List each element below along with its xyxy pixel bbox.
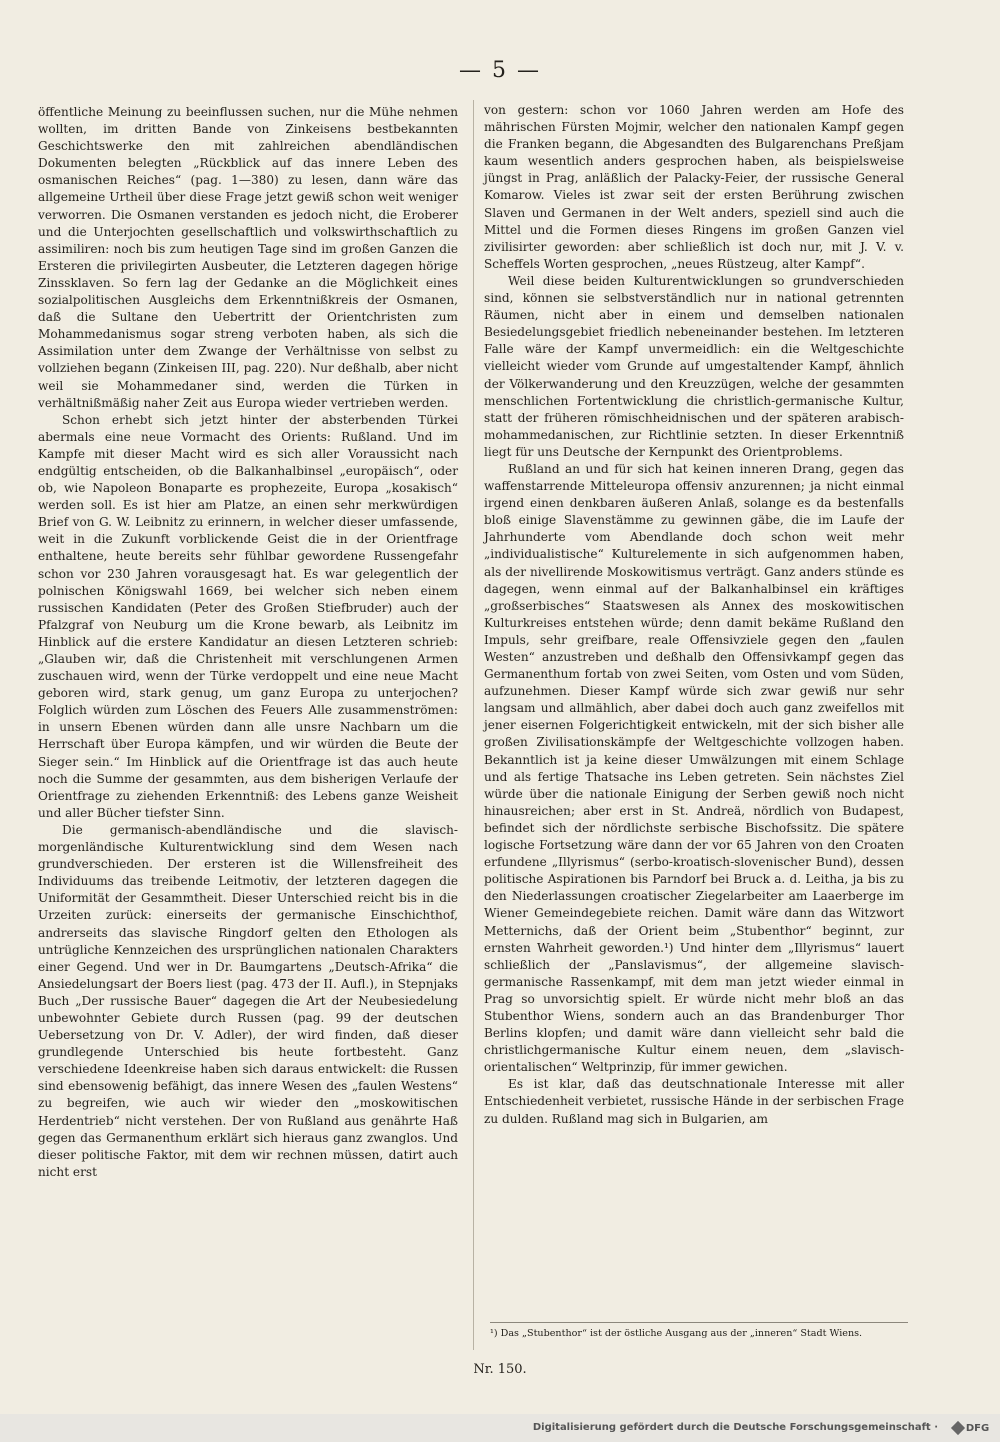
paragraph: Rußland an und für sich hat keinen inneren Drang, gegen das waffenstarrende Mitteleuropa offensiv anzurennen; ja nicht einmal irgend einen denkbaren äußeren Anlaß, solange es da bestenfalls bloß einige Slavenstämme zu gewinnen gäbe, die im Laufe der Jahrhunderte vom Abendlande doch schon weit mehr „individualistische“ Kulturelemente in sich aufgenommen haben, als der nivellirende Moskowitismus verträgt. Ganz anders stünde es dagegen, wenn einmal auf der Balkanhalbinsel ein kräftiges „großserbisches“ Staatswesen als Annex des moskowitischen Kulturkreises entstehen würde; denn damit bekäme Rußland den Impuls, sehr greifbare, reale Offensivziele gegen den „faulen Westen“ anzustreben und deßhalb den Offensivkampf gegen das Germanenthum fortab von zwei Seiten, vom Osten und vom Süden, aufzunehmen. Dieser Kampf würde sich zwar gewiß nur sehr langsam und allmählich, aber dabei doch auch ganz zweifellos mit jener eisernen Folgerichtigkeit entwickeln, mit der sich bisher alle großen Zivilisationskämpfe der Weltgeschichte vollzogen haben. Bekanntlich ist ja keine dieser Umwälzungen mit einem Schlage und als fertige Thatsache ins Leben getreten. Sein nächstes Ziel würde über die nationale Einigung der Serben gewiß noch nicht hinausreichen; aber erst in St. Andreä, nördlich von Budapest, befindet sich der nördlichste serbische Bischofssitz. Die spätere logische Fortsetzung wäre dann der vor 65 Jahren von den Croaten erfundene „Illyrismus“ (serbo-kroatisch-slovenischer Bund), dessen politische Aspirationen bis Parndorf bei Bruck a. d. Leitha, ja bis zu den Niederlassungen croatischer Ziegelarbeiter am Laaerberge im Wiener Gemeindegebiete reichen. Damit wäre dann das Witzwort Metternichs, daß der Orient beim „Stubenthor“ beginnt, zur ernsten Wahrheit geworden.¹) Und hinter dem „Illyrismus“ lauert schließlich der „Panslavismus“, der allgemeine slavisch-germanische Rassenkampf, mit dem man jetzt wieder einmal in Prag so unvorsichtig spielt. Er würde nicht mehr bloß an das Stubenthor Wiens, sondern auch an das Brandenburger Thor Berlins klopfen; und damit wäre dann vielleicht sehr bald die christlichgermanische Kultur einem neuen, dem „slavisch-orientalischen“ Weltprinzip, für immer gewichen. [484, 461, 904, 1075]
footnote: ¹) Das „Stubenthor“ ist der östliche Ausgang aus der „inneren“ Stadt Wiens. [490, 1328, 863, 1339]
paragraph: Die germanisch-abendländische und die slavisch-morgenländische Kulturentwicklung sind dem Wesen nach grundverschieden. Der ersteren ist die Willensfreiheit des Individuums das treibende Leitmotiv, der letzteren dagegen die Uniformität der Gesammtheit. Dieser Unterschied reicht bis in die Urzeiten zurück: einerseits der germanische Einschichthof, andrerseits das slavische Ringdorf gelten den Ethologen als untrügliche Kennzeichen des ursprünglichen nationalen Charakters einer Gegend. Und wer in Dr. Baumgartens „Deutsch-Afrika“ die Ansiedelungsart der Boers liest (pag. 473 der II. Aufl.), in Stepnjaks Buch „Der russische Bauer“ dagegen die Art der Neubesiedelung unbewohnter Gebiete durch Russen (pag. 99 der deutschen Uebersetzung von Dr. V. Adler), der wird finden, daß dieser grundlegende Unterschied bis heute fortbesteht. Ganz verschiedene Ideenkreise haben sich daraus entwickelt: die Russen sind ebensowenig befähigt, das innere Wesen des „faulen Westens“ zu begreifen, wie auch wir wieder den „moskowitischen Herdentrieb“ nicht verstehen. Der von Rußland aus genährte Haß gegen das Germanenthum erklärt sich hieraus ganz zwanglos. Und dieser politische Faktor, mit dem wir rechnen müssen, datirt auch nicht erst [38, 822, 458, 1179]
dfg-mark-icon [951, 1421, 965, 1435]
dfg-logo[interactable] [950, 1418, 992, 1438]
left-column [38, 104, 458, 1181]
credit-text: Digitalisierung gefördert durch die Deutsche Forschungsgemeinschaft · [532, 1422, 938, 1433]
paragraph: öffentliche Meinung zu beeinflussen suchen, nur die Mühe nehmen wollten, im dritten Bande von Zinkeisens bestbekannten Geschichtswerke den mit zahlreichen abendländischen Dokumenten belegten „Rückblick auf das innere Leben des osmanischen Reiches“ (pag. 1—380) zu lesen, dann wäre das allgemeine Urtheil über diese Frage jetzt gewiß schon weit weniger verworren. Die Osmanen verstanden es jedoch nicht, die Eroberer und die Unterjochten gesellschaftlich und volkswirthschaftlich zu assimiliren: noch bis zum heutigen Tage sind im großen Ganzen die Ersteren die privilegirten Ausbeuter, die Letzteren dagegen hörige Zinssklaven. So fern lag der Gedanke an die Möglichkeit eines sozialpolitischen Ausgleichs dem Erkenntnißkreis der Osmanen, daß die Sultane den Uebertritt der Orientchristen zum Mohammedanismus sogar streng verboten haben, als sich die Assimilation unter dem Zwange der Verhältnisse von selbst zu vollziehen begann (Zinkeisen III, pag. 220). Nur deßhalb, aber nicht weil sie Mohammedaner sind, werden die Türken in verhältnißmäßig naher Zeit aus Europa wieder vertrieben werden. [38, 105, 458, 410]
paragraph: Schon erhebt sich jetzt hinter der absterbenden Türkei abermals eine neue Vormacht des Orients: Rußland. Und im Kampfe mit dieser Macht wird es sich aller Voraussicht nach endgültig entscheiden, ob die Balkanhalbinsel „europäisch“, oder ob, wie Napoleon Bonaparte es prophezeite, Europa „kosakisch“ werden soll. Es ist hier am Platze, an einen sehr merkwürdigen Brief von G. W. Leibnitz zu erinnern, in welcher dieser umfassende, weit in die Zukunft vorblickende Geist die in der Orientfrage enthaltene, heute bereits sehr fühlbar gewordene Russengefahr schon vor 230 Jahren vorausgesagt hat. Es war gelegentlich der polnischen Königswahl 1669, bei welcher sich neben einem russischen Kandidaten (Peter des Großen Stiefbruder) auch der Pfalzgraf von Neuburg um die Krone bewarb, als Leibnitz im Hinblick auf die erstere Kandidatur an diesen Letzteren schrieb: „Glauben wir, daß die Christenheit mit verschlungenen Armen zuschauen wird, wenn der Türke verdoppelt und eine neue Macht geboren wird, stark genug, um ganz Europa zu unterjochen? Folglich würden zum Löschen des Feuers Alle zusammenströmen: in unsern Ebenen würden dann alle unsre Nachbarn um die Herrschaft über Europa kämpfen, und wir würden die Beute der Sieger sein.“ Im Hinblick auf die Orientfrage ist das auch heute noch die Summe der gesammten, aus dem bisherigen Verlaufe der Orientfrage zu ziehenden Erkenntniß: des Lebens ganze Weisheit und aller Bücher tiefster Sinn. [38, 412, 458, 820]
page-number: — 5 — [459, 58, 541, 83]
issue-number: Nr. 150. [473, 1362, 527, 1377]
footnote-divider [490, 1322, 908, 1323]
digitization-credit-bar [0, 1414, 1000, 1442]
paragraph: Weil diese beiden Kulturentwicklungen so grundverschieden sind, können sie selbstverständlich nur in national getrennten Räumen, nicht aber in einem und demselben nationalen Besiedelungsgebiet friedlich nebeneinander bestehen. Im letzteren Falle wäre der Kampf unvermeidlich: ein die Weltgeschichte vielleicht wieder vom Grunde auf umgestaltender Kampf, ähnlich der Völkerwanderung und den Kreuzzügen, welche der gesammten menschlichen Fortentwicklung die christlich-germanische Kultur, statt der früheren römischheidnischen und der späteren arabisch-mohammedanischen, zur Richtlinie setzten. In dieser Erkenntniß liegt für uns Deutsche der Kernpunkt des Orientproblems. [484, 273, 904, 459]
column-divider [473, 100, 474, 1350]
right-column [484, 102, 904, 1128]
paragraph: Es ist klar, daß das deutschnationale Interesse mit aller Entschiedenheit verbietet, russische Hände in der serbischen Frage zu dulden. Rußland mag sich in Bulgarien, am [484, 1077, 904, 1126]
dfg-logo-text: DFG [965, 1422, 990, 1434]
paragraph: von gestern: schon vor 1060 Jahren werden am Hofe des mährischen Fürsten Mojmir, welcher den nationalen Kampf gegen die Franken begann, die Abgesandten des Bulgarenchans Preßjam kaum wesentlich anders gesprochen haben, als beispielsweise jüngst in Prag, anläßlich der Palacky-Feier, der russische General Komarow. Vieles ist zwar seit der ersten Berührung zwischen Slaven und Germanen in der Welt anders, speziell sind auch die Mittel und die Formen dieses Ringens im großen Ganzen viel zivilisirter geworden: aber schließlich ist doch nur, mit J. V. v. Scheffels Worten gesprochen, „neues Rüstzeug, alter Kampf“. [484, 103, 904, 271]
